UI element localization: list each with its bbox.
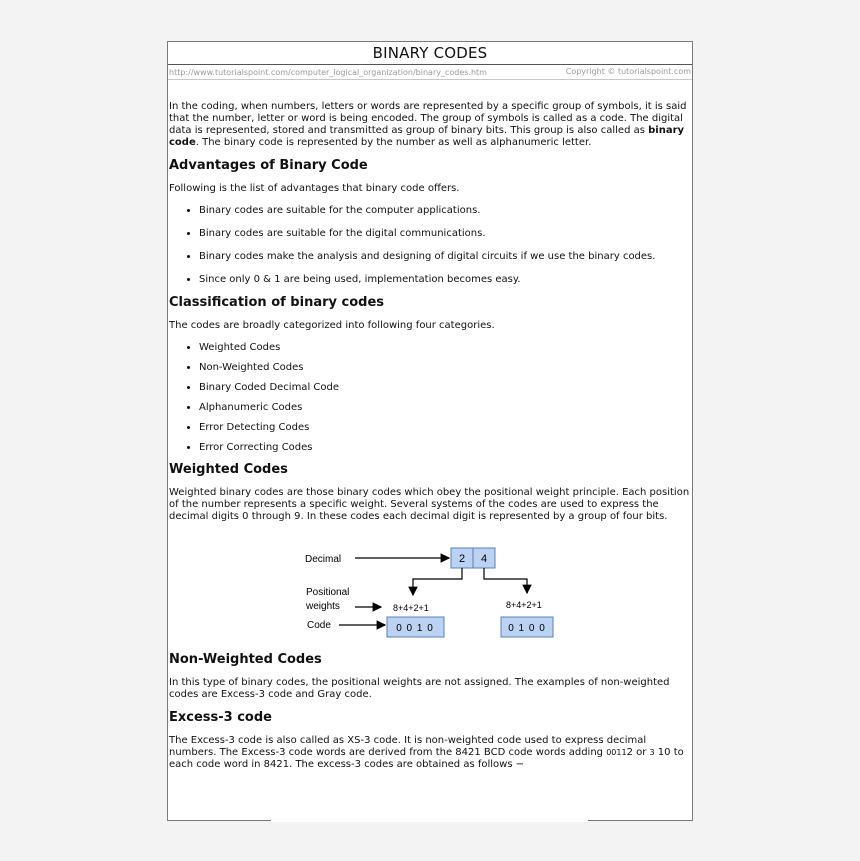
list-item: • Binary codes are suitable for the digital communications. <box>199 228 692 240</box>
heading-classification: Classification of binary codes <box>169 295 385 310</box>
excess-3-subscript-3: 3 <box>649 748 655 757</box>
document-page <box>167 41 693 821</box>
label-code: Code <box>307 620 331 631</box>
intro-text-end: . The binary code is represented by the number as well as alphanumeric letter. <box>195 137 592 148</box>
excess-3-subscript-0011: 0011 <box>606 748 627 757</box>
classification-list <box>169 342 692 454</box>
weighted-code-diagram <box>301 535 561 645</box>
list-item: • Error Detecting Codes <box>199 422 692 434</box>
page-footer-strip <box>271 816 588 822</box>
list-item: • Weighted Codes <box>199 342 692 354</box>
advantages-lead: Following is the list of advantages that binary code offers. <box>169 183 460 194</box>
list-item: • Non-Weighted Codes <box>199 362 692 374</box>
excess-3-paragraph <box>169 735 692 771</box>
label-positional: Positional <box>306 587 350 598</box>
intro-text: In the coding, when numbers, letters or words are represented by a specific group of symbols, it is said that the number, letter or word is being encoded. The group of symbols is called as a code. The digital data is represented, stored and transmitted as group of binary bits. This group is also called as <box>169 101 687 136</box>
label-decimal: Decimal <box>305 554 342 565</box>
label-weights: weights <box>306 601 340 612</box>
non-weighted-paragraph: In this type of binary codes, the positional weights are not assigned. The examples of non-weighted codes are Excess-3 code and Gray code. <box>169 677 670 700</box>
heading-advantages: Advantages of Binary Code <box>169 158 368 173</box>
excess-3-text-mid: 2 or <box>626 747 650 758</box>
intro-bold-term: binary code <box>169 125 685 148</box>
code-right: 0 1 0 0 <box>508 623 546 634</box>
list-item: • Binary codes make the analysis and designing of digital circuits if we use the binary codes. <box>199 251 692 263</box>
weighted-paragraph: Weighted binary codes are those binary codes which obey the positional weight principle. Each position of the number represents a specific weight. Several systems of the codes are used to express the decimal digits 0 through 9. In these codes each decimal digit is represented by a group of four bits. <box>169 487 690 522</box>
list-item: • Binary Coded Decimal Code <box>199 382 692 394</box>
excess-3-text: The Excess-3 code is also called as XS-3 code. It is non-weighted code used to express decimal numbers. The Excess-3 code words are derived from the 8421 BCD code words adding <box>169 735 647 758</box>
advantages-list <box>169 205 692 286</box>
arrow-left-digit <box>413 568 462 595</box>
list-item: • Alphanumeric Codes <box>199 402 692 414</box>
weights-left: 8+4+2+1 <box>393 603 429 613</box>
digit-right: 4 <box>480 553 488 565</box>
heading-non-weighted-codes: Non-Weighted Codes <box>169 652 322 667</box>
weighted-code-figure <box>301 535 561 645</box>
classification-lead: The codes are broadly categorized into following four categories. <box>169 320 495 331</box>
code-left: 0 0 1 0 <box>396 623 434 634</box>
digit-left: 2 <box>458 553 466 565</box>
list-item: • Binary codes are suitable for the computer applications. <box>199 205 692 217</box>
intro-paragraph <box>169 101 692 149</box>
list-item: • Since only 0 & 1 are being used, implementation becomes easy. <box>199 274 692 286</box>
copyright-notice: Copyright © tutorialspoint.com <box>565 67 691 76</box>
heading-excess-3-code: Excess-3 code <box>169 710 272 725</box>
page-title: BINARY CODES <box>168 42 692 65</box>
heading-weighted-codes: Weighted Codes <box>169 462 288 477</box>
list-item: • Error Correcting Codes <box>199 442 692 454</box>
document-body <box>168 101 692 771</box>
weights-right: 8+4+2+1 <box>506 600 542 610</box>
source-url[interactable]: http://www.tutorialspoint.com/computer_logical_organization/binary_codes.htm <box>169 68 487 77</box>
source-bar <box>168 65 692 80</box>
excess-3-text-end: 10 to each code word in 8421. The excess-3 codes are obtained as follows − <box>169 747 684 770</box>
arrow-right-digit <box>484 568 527 593</box>
